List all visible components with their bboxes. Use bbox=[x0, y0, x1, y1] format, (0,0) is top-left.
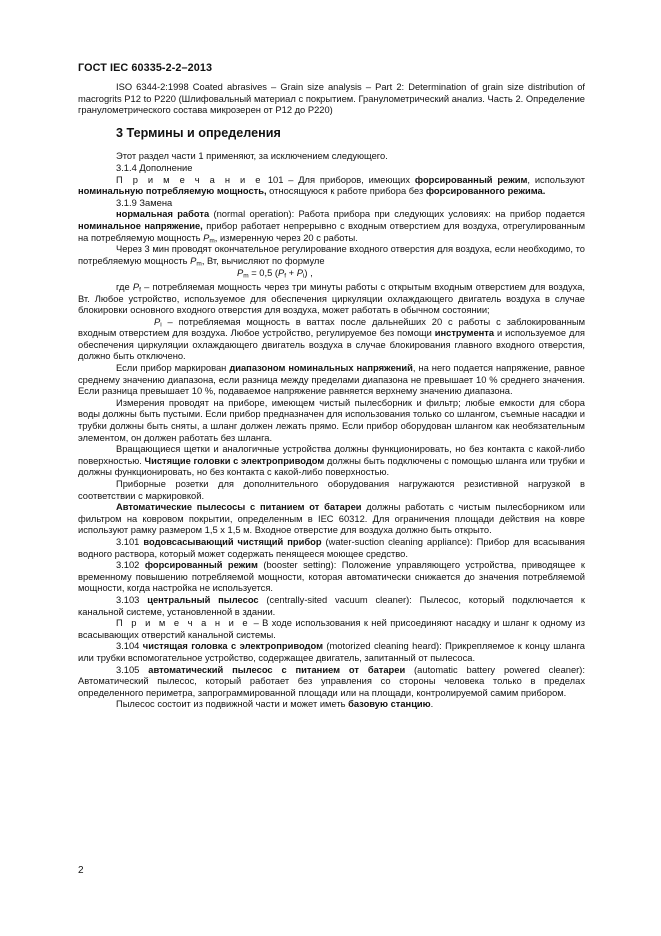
definition-3-101: 3.101 водовсасывающий чистящий прибор (water-suction cleaning appliance): Прибор для всасывания водного раствора, который может содержать пенящееся моющее средство. bbox=[78, 536, 585, 559]
formula-pm: $P_m = 0,5$ $(P_f + P_i)$ , bbox=[237, 268, 313, 280]
paragraph-sockets: Приборные розетки для дополнительного оборудования нагружаются резистивной нагрузкой в соответствии с маркировкой. bbox=[78, 479, 585, 501]
paragraph-3-min: Через 3 мин проводят окончательное регулирование входного отверстия для воздуха, если необходимо, то потребляемую мощность $P_m$, Вт, вычисляют по формуле bbox=[78, 244, 585, 268]
paragraph-brushes: Вращающиеся щетки и аналогичные устройства должны функционировать, но без контакта с какой-либо поверхностью. Чистящие головки с электроприводом должны быть подключены с помощью шланга или трубки и должны функционировать, но без контакта с какой-либо поверхностью. bbox=[78, 444, 585, 478]
note-label: П р и м е ч а н и е bbox=[116, 174, 264, 185]
definition-normal-operation: нормальная работа (normal operation): Работа прибора при следующих условиях: на прибор подается номинальное напряжение, прибор работает непрерывно с входным отверстием для воздуха, отрегулированным на потребляемую мощность $P_m$, измеренную через 20 с работы. bbox=[78, 209, 585, 245]
note-3-103: П р и м е ч а н и е – В ходе использования к ней присоединяют насадку и шланг к одному из всасывающих отверстий канальной системы. bbox=[78, 618, 585, 640]
paragraph-auto-vacuum: Автоматические пылесосы с питанием от батареи должны работать с чистым пылесборником или фильтром на ковровом покрытии, определенным в IEC 60312. Для ограничения площади действия на ковре используют рамку размером 1,5 х 1,5 м. Входное отверстие для воздуха должно быть открыто. bbox=[78, 502, 586, 536]
paragraph-measurements: Измерения проводят на приборе, имеющем чистый пылесборник и фильтр; любые емкости для сбора воды должны быть пустыми. Если прибор предназначен для использования только со шлангом, съемные насадки и трубки должны быть сняты, а шланг должен лежать прямо. Если прибор оборудован шлангом как необязательным элементом, он должен работать без шланга. bbox=[78, 397, 585, 443]
definition-3-102: 3.102 форсированный режим (booster setting): Положение управляющего устройства, приводящее к временному повышению потребляемой мощности, которая автоматически снижается до значения потребляемой мощности, когда настройка не используется. bbox=[78, 560, 585, 594]
definition-3-103: 3.103 центральный пылесос (centrally-sited vacuum cleaner): Пылесос, который подключается к канальной системе, установленной в здании. bbox=[78, 594, 585, 617]
intro-paragraph: Этот раздел части 1 применяют, за исключением следующего. bbox=[116, 151, 388, 162]
paragraph-base-station: Пылесос состоит из подвижной части и может иметь базовую станцию. bbox=[116, 699, 434, 710]
section-title: 3 Термины и определения bbox=[116, 125, 281, 140]
clause-3-1-4: 3.1.4 Дополнение bbox=[116, 162, 193, 173]
page-number: 2 bbox=[78, 865, 84, 876]
where-pi: $P_i$ – потребляемая мощность в ваттах после дальнейших 20 с работы с заблокированным входным отверстием для воздуха. Любое устройство, регулируемое без помощи инструмента и используемое для обеспечения циркуляции охлаждающего двигатель воздуха в случае блокирования главного входного отверстия, должно быть отключено. bbox=[78, 316, 585, 362]
reference-iso-6344: ISO 6344-2:1998 Coated abrasives – Grain size analysis – Part 2: Determination of grain size distribution of macrogrits P12 to P220 (Шлифовальный материал с покрытием. Гранулометрический анализ. Часть 2. Определение гранулометрического состава микрозерен от P12 до P220) bbox=[78, 82, 585, 116]
clause-3-1-9: 3.1.9 Замена bbox=[116, 197, 173, 208]
definition-3-104: 3.104 чистящая головка с электроприводом (motorized cleaning heard): Прикрепляемое к концу шланга или трубки вспомогательное устройство, содержащее двигатель, запитанный от пылесоса. bbox=[78, 641, 585, 663]
note-101: П р и м е ч а н и е 101 – Для приборов, имеющих форсированный режим, используют номинальную потребляемую мощность, относящуюся к работе прибора без форсированного режима. bbox=[78, 174, 586, 197]
definition-3-105: 3.105 автоматический пылесос с питанием от батареи (automatic battery powered cleaner): Автоматический пылесос, который работает без управления со стороны человека только в пределах определенного периметра, запрограммированной площади или на площади, контролируемой самим прибором. bbox=[78, 664, 586, 698]
document-body bbox=[78, 82, 585, 711]
note-label: П р и м е ч а н и е bbox=[116, 618, 251, 629]
document-header: ГОСТ IEC 60335-2-2–2013 bbox=[78, 62, 213, 74]
where-pf: где $P_f$ – потребляемая мощность через три минуты работы с открытым входным отверстием для воздуха, Вт. Любое устройство, используемое для обеспечения циркуляции охлаждающего двигатель воздуха в случае блокировки основного входного отверстия для воздуха, может работать в обычном состоянии; bbox=[78, 281, 585, 316]
paragraph-voltage-range: Если прибор маркирован диапазоном номинальных напряжений, на него подается напряжение, равное среднему значению диапазона, если разница между пределами диапазона не превышает 10 % среднего значения. Если разница превышает 10 %, подаваемое напряжение равняется верхнему значению диапазона. bbox=[78, 363, 586, 397]
